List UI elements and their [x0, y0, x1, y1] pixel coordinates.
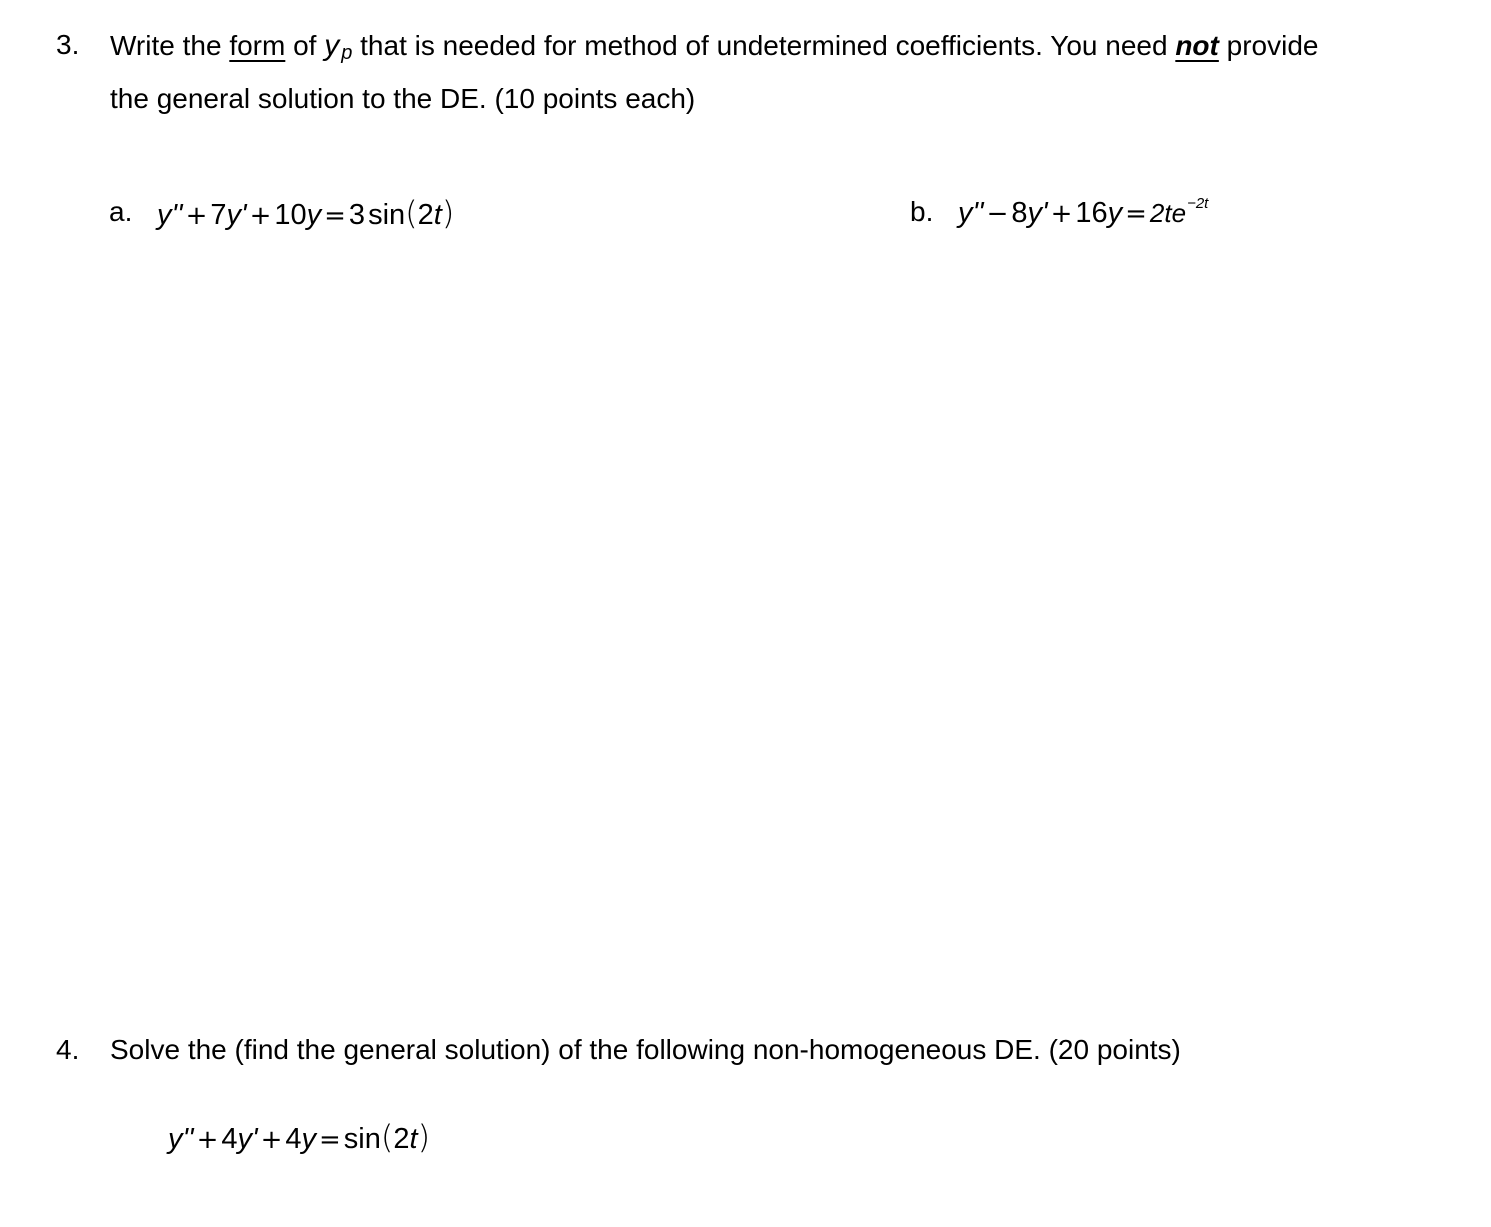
eq-4-rhs-fn: sin	[343, 1123, 381, 1155]
q3-text-write: Write the	[110, 30, 230, 61]
part-b-equation	[958, 195, 1209, 229]
eq-a-coef-3: 10	[274, 199, 307, 231]
eq-4-op-2: +	[260, 1125, 283, 1155]
q3-text-provide: provide	[1218, 30, 1319, 61]
yp-subscript: p	[341, 42, 353, 64]
eq-a-coef-2: 7	[210, 199, 227, 231]
eq-4-arg-num: 2	[393, 1123, 410, 1155]
eq-a-close-paren: )	[441, 194, 455, 232]
eq-a-op-2: +	[249, 201, 272, 231]
eq-a-open-paren: (	[405, 194, 418, 232]
yp-variable: y	[324, 29, 340, 62]
eq-b-op-2: +	[1050, 199, 1073, 229]
eq-4-coef-2: 4	[221, 1123, 238, 1155]
eq-a-rhs-coef: 3	[348, 199, 366, 231]
eq-4-var-2: y'	[237, 1123, 258, 1155]
eq-4-term-1: y''	[168, 1123, 194, 1155]
part-a-label: a.	[109, 196, 133, 227]
eq-a-equals: =	[324, 201, 346, 231]
eq-4-arg-var: t	[409, 1123, 418, 1155]
eq-b-op-1: −	[986, 199, 1009, 229]
q3-text-of: of	[285, 30, 325, 61]
eq-a-var-3: y	[306, 199, 322, 231]
eq-4-coef-3: 4	[285, 1123, 302, 1155]
question-4-equation	[168, 1118, 431, 1156]
q3-text-not: not	[1175, 30, 1219, 61]
question-4-text: Solve the (find the general solution) of the following non-homogeneous DE. (20 points)	[110, 1034, 1181, 1065]
eq-b-var-2: y'	[1027, 197, 1048, 229]
eq-a-op-1: +	[185, 201, 208, 231]
part-b-label: b.	[910, 196, 934, 227]
eq-a-var-2: y'	[226, 199, 247, 231]
eq-4-equals: =	[319, 1125, 341, 1155]
question-4-number: 4.	[56, 1034, 80, 1065]
eq-b-coef-2: 8	[1011, 197, 1028, 229]
eq-b-var-3: y	[1107, 197, 1123, 229]
question-3-line-2: the general solution to the DE. (10 points each)	[110, 83, 696, 114]
eq-a-rhs-fn: sin	[368, 199, 406, 231]
eq-a-arg-num: 2	[417, 199, 434, 231]
q3-text-form: form	[229, 30, 286, 61]
eq-4-close-paren: )	[417, 1118, 431, 1156]
eq-b-coef-3: 16	[1075, 197, 1108, 229]
eq-b-rhs-base: 2te	[1149, 198, 1187, 228]
eq-b-equals: =	[1125, 199, 1147, 229]
eq-4-op-1: +	[196, 1125, 219, 1155]
part-a-equation	[157, 194, 455, 232]
eq-b-term-1: y''	[958, 197, 984, 229]
question-3-number: 3.	[56, 29, 80, 60]
eq-4-var-3: y	[301, 1123, 316, 1155]
eq-4-open-paren: (	[380, 1118, 394, 1156]
eq-a-term-1: y''	[157, 199, 183, 231]
q3-text-rest: that is needed for method of undetermined coefficients. You need	[352, 30, 1176, 61]
question-3-line-1	[110, 29, 1319, 64]
eq-a-arg-var: t	[433, 199, 442, 231]
eq-b-rhs-exponent: −2t	[1187, 195, 1209, 212]
